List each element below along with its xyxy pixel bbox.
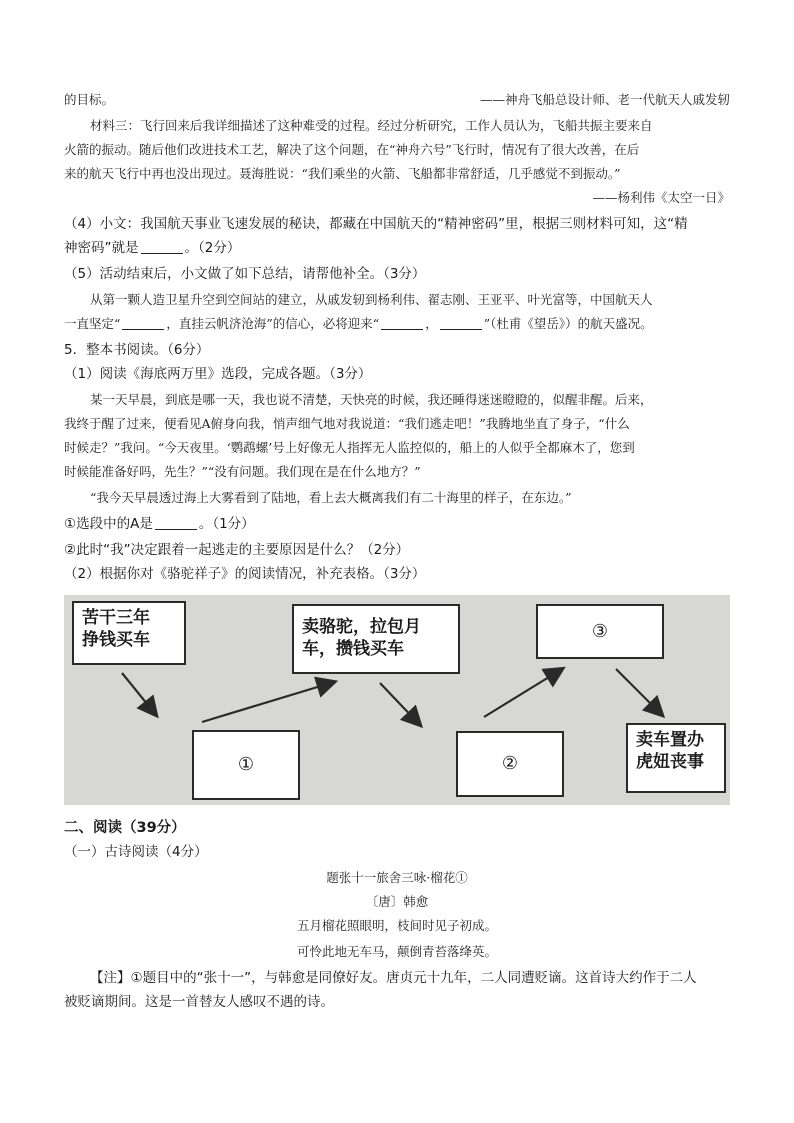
question-4-line-1: （4）小文：我国航天事业飞速发展的秘诀，都藏在中国航天的“精神密码”里，根据三则材料可知，这“精 bbox=[64, 216, 688, 232]
flow-box-second-line-2: 车，攒钱买车 bbox=[302, 639, 404, 659]
arrow-5 bbox=[616, 669, 662, 715]
material3-source: ——杨利伟《太空一日》 bbox=[592, 190, 730, 205]
q1-suffix: 。（1分） bbox=[198, 516, 255, 532]
answer-blank-q5-1[interactable] bbox=[122, 315, 164, 330]
q5-text-c: ， bbox=[425, 316, 438, 331]
flow-box-end bbox=[626, 723, 726, 793]
passage-line-4: 时候能准备好吗，先生？”“没有问题。我们现在是在什么地方？” bbox=[64, 464, 421, 479]
arrow-2 bbox=[202, 682, 334, 722]
flow-box-blank-3[interactable]: ③ bbox=[536, 604, 664, 659]
poem-line-1: 五月榴花照眼明，枝间时见子初成。 bbox=[296, 918, 497, 933]
section-2-sub1: （一）古诗阅读（4分） bbox=[64, 844, 208, 860]
passage-line-2: 我终于醒了过来，便看见A俯身向我，悄声细气地对我说道：“我们逃走吧！”我腾地坐直了身子，“什么 bbox=[64, 416, 630, 431]
question-5-title: （5）活动结束后，小文做了如下总结，请帮他补全。（3分） bbox=[64, 266, 426, 282]
flow-box-blank-2[interactable]: ② bbox=[456, 731, 564, 797]
section-5-q2: ②此时“我”决定跟着一起逃走的主要原因是什么？（2分） bbox=[64, 542, 410, 558]
flow-box-end-line-2: 虎妞丧事 bbox=[636, 752, 704, 772]
material3-line-1: 材料三：飞行回来后我详细描述了这种难受的过程。经过分析研究，工作人员认为，飞船共振主要来自 bbox=[90, 118, 653, 133]
question-5-line-1: 从第一颗人造卫星升空到空间站的建立，从戚发轫到杨利伟、翟志刚、王亚平、叶光富等，中国航天人 bbox=[90, 292, 653, 307]
section-2-title: 二、阅读（39分） bbox=[64, 820, 186, 836]
poem-line-2: 可怜此地无车马，颠倒青苔落绛英。 bbox=[296, 944, 497, 959]
top-line-source: ——神舟飞船总设计师、老一代航天人戚发轫 bbox=[479, 92, 730, 107]
answer-blank-q5-2[interactable] bbox=[381, 315, 423, 330]
passage-line-1: 某一天早晨，到底是哪一天，我也说不清楚，天快亮的时候，我还睡得迷迷瞪瞪的，似醒非醒。后来， bbox=[90, 392, 653, 407]
flow-box-start bbox=[72, 601, 186, 665]
poem-title: 题张十一旅舍三咏·榴花① bbox=[326, 870, 468, 885]
answer-blank-s5-q1[interactable] bbox=[155, 515, 197, 530]
passage-line-3: 时候走？”我问。“今天夜里。‘鹦鹉螺’号上好像无人指挥无人监控似的，船上的人似乎全都麻木了，您到 bbox=[64, 440, 635, 455]
section-5-q1 bbox=[64, 514, 730, 534]
q1-prefix: ①选段中的A是 bbox=[64, 516, 153, 532]
question-4-line-2 bbox=[64, 238, 730, 258]
material3-line-2: 火箭的振动。随后他们改进技术工艺，解决了这个问题，在“神舟六号”飞行时，情况有了很大改善，在后 bbox=[64, 142, 640, 157]
q5-text-a: 一直坚定“ bbox=[64, 316, 121, 331]
passage-line-5: “我今天早晨透过海上大雾看到了陆地，看上去大概离我们有二十海里的样子，在东边。” bbox=[90, 490, 572, 505]
flow-box-second-line-1: 卖骆驼，拉包月 bbox=[302, 617, 421, 637]
poem-author: 〔唐〕韩愈 bbox=[365, 894, 429, 909]
flow-box-start-line-2: 挣钱买车 bbox=[82, 630, 150, 650]
question-4-prefix: 神密码”就是 bbox=[64, 240, 139, 256]
q5-text-b: ，直挂云帆济沧海”的信心，必将迎来“ bbox=[166, 316, 380, 331]
flow-box-blank-1[interactable]: ① bbox=[192, 730, 300, 800]
section-5-sub2: （2）根据你对《骆驼祥子》的阅读情况，补充表格。（3分） bbox=[64, 566, 426, 582]
material3-line-3: 来的航天飞行中再也没出现过。聂海胜说：“我们乘坐的火箭、飞船都非常舒适，几乎感觉不到振动。” bbox=[64, 166, 621, 181]
answer-blank-q5-3[interactable] bbox=[440, 315, 482, 330]
flow-box-second bbox=[292, 604, 460, 674]
top-line-text: 的目标。 bbox=[64, 92, 115, 107]
section-5-title: 5．整本书阅读。（6分） bbox=[64, 342, 210, 358]
answer-blank-q4[interactable] bbox=[141, 239, 183, 254]
flow-box-start-line-1: 苦干三年 bbox=[82, 608, 150, 628]
poem-note-line-1: 【注】①题目中的“张十一”，与韩愈是同僚好友。唐贞元十九年，二人同遭贬谪。这首诗大约作于二人 bbox=[90, 970, 697, 986]
question-4-suffix: 。（2分） bbox=[184, 240, 241, 256]
arrow-4 bbox=[484, 669, 562, 717]
poem-note-line-2: 被贬谪期间。这是一首替友人感叹不遇的诗。 bbox=[64, 994, 334, 1010]
question-5-line-2 bbox=[64, 314, 730, 334]
arrow-3 bbox=[380, 683, 420, 725]
arrow-1 bbox=[122, 673, 156, 715]
section-5-sub1: （1）阅读《海底两万里》选段，完成各题。（3分） bbox=[64, 366, 372, 382]
q5-text-d: ”（杜甫《望岳》）的航天盛况。 bbox=[483, 316, 653, 331]
top-line bbox=[64, 90, 730, 110]
flow-box-end-line-1: 卖车置办 bbox=[636, 730, 704, 750]
